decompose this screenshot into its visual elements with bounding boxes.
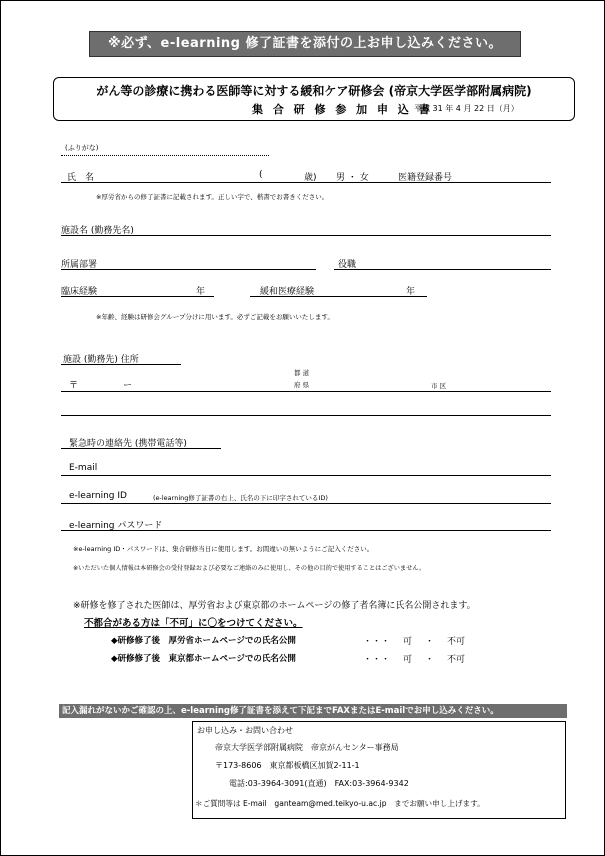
- elearning-password-field[interactable]: [61, 530, 551, 531]
- contact-heading: お申し込み・お問い合わせ: [197, 726, 293, 735]
- mhlw-option-ok[interactable]: 可: [403, 637, 413, 647]
- form-title: がん等の診療に携わる医師等に対する緩和ケア研修会 (帝京大学医学部附属病院): [96, 84, 532, 98]
- tokyo-option-label: ◆研修修了後 東京都ホームページでの氏名公開: [111, 654, 296, 664]
- session-date: 平成 31 年 4 月 22 日（月）: [414, 104, 519, 113]
- submission-instruction-bar: 記入漏れがないかご確認の上、e-learning修了証書を添えて下記までFAXまたはE-mailでお申し込みください。: [59, 704, 567, 718]
- clinical-exp-field[interactable]: [61, 296, 214, 297]
- facility-label: 施設名 (勤務先名): [61, 226, 134, 236]
- elearning-password-label: e-learning パスワード: [69, 521, 163, 531]
- gender-choice[interactable]: 男 ・ 女: [336, 173, 369, 183]
- elearning-id-note: (e-learning修了証書の右上、氏名の下に印字されているID): [153, 494, 328, 502]
- title-box: [53, 77, 575, 121]
- palliative-year-unit: 年: [406, 287, 416, 297]
- postal-dash: ー: [123, 381, 133, 391]
- name-label: 氏 名: [67, 173, 95, 183]
- publication-instruction: 不都合がある方は「不可」に〇をつけてください。: [84, 618, 303, 629]
- postal-mark: 〒: [69, 381, 79, 391]
- address-label: 施設 (勤務先) 住所: [63, 355, 139, 365]
- reg-no-label: 医籍登録番号: [398, 173, 453, 183]
- address-label-underline: [61, 364, 181, 365]
- facility-field[interactable]: [61, 235, 551, 236]
- experience-note: ※年齢、経験は研修会グループ分けに用います。必ずご記載をお願いいたします。: [96, 313, 334, 321]
- furigana-label: (ふりがな): [65, 144, 99, 152]
- contact-box: [192, 721, 566, 819]
- contact-address: 〒173-8606 東京都板橋区加賀2-11-1: [215, 761, 360, 770]
- palliative-exp-label: 緩和医療経験: [260, 287, 315, 297]
- department-label: 所属部署: [61, 260, 98, 270]
- department-field[interactable]: [61, 269, 316, 270]
- contact-phone-fax: 電話:03-3964-3091(直通) FAX:03-3964-9342: [229, 779, 409, 788]
- prefecture-label-bottom: 府 県: [294, 381, 310, 389]
- email-label: E-mail: [69, 463, 98, 473]
- emergency-label: 緊急時の連絡先 (携帯電話等): [69, 439, 187, 449]
- mhlw-option-sep: ・: [425, 637, 435, 647]
- tokyo-option-sep: ・: [425, 655, 435, 665]
- elearning-id-label: e-learning ID: [69, 491, 127, 501]
- clinical-exp-label: 臨床経験: [61, 287, 98, 297]
- privacy-note: ※いただいた個人情報は本研修会の受付登録および必要なご連絡のみに使用し、その他の目的で使用することはございません。: [73, 565, 426, 572]
- furigana-field[interactable]: [61, 155, 269, 156]
- mhlw-option-dots: ・・・: [363, 637, 391, 647]
- publication-notice: ※研修を修了された医師は、厚労省および東京都のホームページの修了者名簿に氏名公開されます。: [73, 601, 476, 611]
- clinical-year-unit: 年: [196, 287, 206, 297]
- tokyo-option-ok[interactable]: 可: [403, 655, 413, 665]
- name-note: ※厚労省からの修了証書に記載されます。正しい字で、楷書でお書きください。: [96, 193, 329, 201]
- position-label: 役職: [338, 260, 357, 270]
- palliative-exp-field[interactable]: [250, 296, 427, 297]
- id-usage-note: ※e-learning ID・パスワードは、集合研修当日に使用します。お間違いの無いようにご記入ください。: [73, 545, 374, 553]
- emergency-label-underline: [61, 448, 221, 449]
- address-field-2[interactable]: [61, 415, 551, 416]
- contact-email-line[interactable]: ＊ご質問等は E-mail ganteam@med.teikyo-u.ac.jp までお願い申し上げます。: [195, 799, 485, 808]
- age-open: (: [259, 170, 263, 180]
- mhlw-option-label: ◆研修修了後 厚労省ホームページでの氏名公開: [111, 636, 296, 646]
- position-field[interactable]: [334, 269, 551, 270]
- name-field[interactable]: [61, 182, 551, 183]
- contact-organization: 帝京大学医学部附属病院 帝京がんセンター事務局: [215, 743, 399, 752]
- prefecture-label-top: 都 道: [294, 369, 310, 377]
- email-field[interactable]: [61, 475, 551, 476]
- mhlw-option-ng[interactable]: 不可: [447, 637, 466, 647]
- address-field-1[interactable]: [61, 391, 551, 392]
- elearning-id-field[interactable]: [61, 503, 551, 504]
- form-subtitle: 集 合 研 修 参 加 申 込 書: [252, 103, 433, 116]
- city-label: 市 区: [431, 382, 447, 390]
- age-label: 歳): [304, 173, 317, 183]
- attach-certificate-banner: ※必ず、e-learning 修了証書を添付の上お申し込みください。: [89, 31, 521, 57]
- tokyo-option-ng[interactable]: 不可: [447, 655, 466, 665]
- tokyo-option-dots: ・・・: [363, 655, 391, 665]
